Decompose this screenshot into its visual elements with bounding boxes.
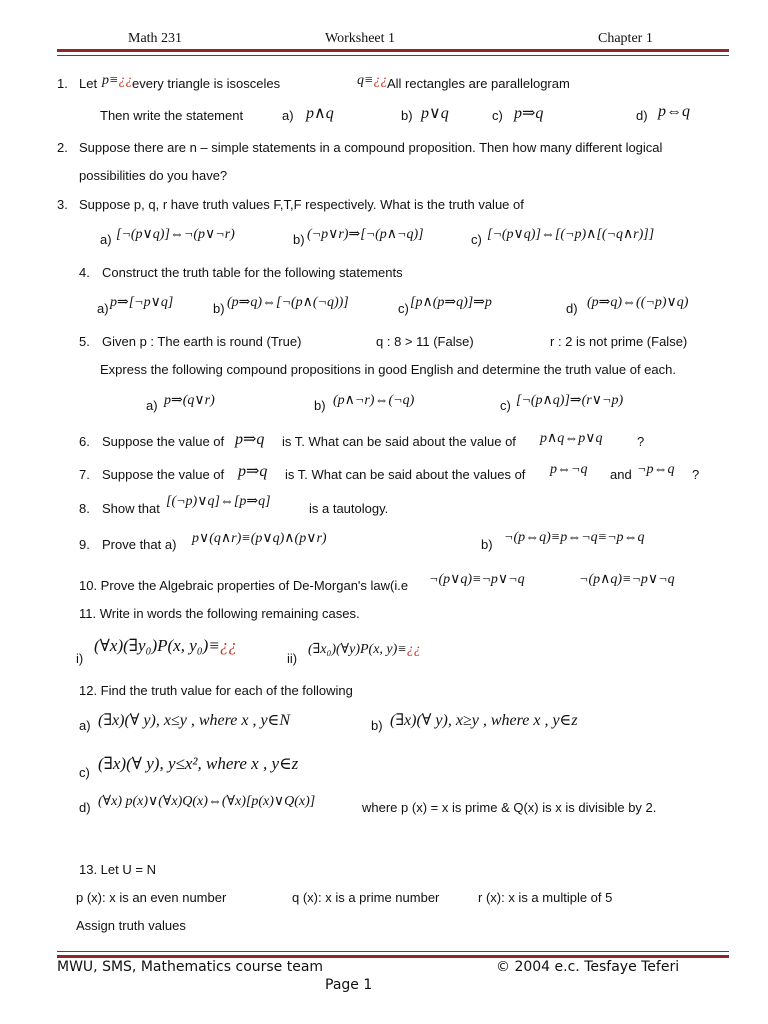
q10-math2: ¬(p∧q)≡¬p∨¬q	[579, 572, 675, 587]
q6-math2: p∧q⇔p∨q	[540, 431, 603, 446]
q11-ii-red: ¿¿	[406, 642, 421, 657]
q2-line2: possibilities do you have?	[79, 168, 228, 183]
q11-ii-math-text: (∃x₀)(∀y)P(x, y)≡	[308, 642, 407, 657]
q8-number: 8.	[79, 501, 90, 516]
q6-number: 6.	[79, 434, 90, 449]
q4-a-label: a)	[97, 301, 109, 316]
q7-text3: and	[610, 467, 632, 482]
footer-right: © 2004 e.c. Tesfaye Teferi	[496, 959, 680, 975]
q5-c: [¬(p∧q)]⇒(r∨¬p)	[516, 393, 624, 408]
q1-a: p∧q	[306, 105, 334, 122]
q9-math-a: p∨(q∧r)≡(p∨q)∧(p∨r)	[192, 531, 327, 546]
q2-number: 2.	[57, 140, 68, 155]
q1-d: p⇔q	[658, 103, 690, 120]
q1-then: Then write the statement	[100, 108, 244, 123]
q13-r: r (x): x is a multiple of 5	[478, 890, 613, 905]
q8-math: [(¬p)∨q]⇔[p⇒q]	[166, 494, 271, 509]
q12-c: (∃x)(∀ y), y≤x², where x , y∈z	[98, 754, 299, 773]
q7-math1: p⇒q	[238, 463, 268, 480]
q5-given-p: Given p : The earth is round (True)	[102, 334, 302, 349]
q9-text1: Prove that a)	[102, 537, 177, 552]
header-rule	[57, 49, 729, 52]
q4-d-label: d)	[566, 301, 578, 316]
q13-p: p (x): x is an even number	[76, 890, 227, 905]
header-chapter: Chapter 1	[598, 31, 653, 46]
q4-number: 4.	[79, 265, 90, 280]
q5-given-q: q : 8 > 11 (False)	[376, 334, 474, 349]
q7-text2: is T. What can be said about the values of	[285, 467, 526, 482]
q4-c-label: c)	[398, 301, 409, 316]
q11-ii-label: ii)	[287, 651, 298, 666]
q3-b: (¬p∨r)⇒[¬(p∧¬q)]	[307, 227, 424, 242]
q1-a-label: a)	[282, 108, 294, 123]
header-rule-thin	[57, 55, 729, 56]
header-course: Math 231	[128, 31, 183, 46]
q12-d-label: d)	[79, 800, 91, 815]
q5-c-label: c)	[500, 398, 511, 413]
q11-i-math-text: (∀x)(∃y₀)P(x, y₀)≡	[94, 636, 220, 655]
q3-text: Suppose p, q, r have truth values F,T,F respectively. What is the truth value of	[79, 197, 524, 212]
footer-rule	[57, 955, 729, 958]
footer-page: Page 1	[325, 977, 373, 993]
q12-d-text: where p (x) = x is prime & Q(x) is x is divisible by 2.	[362, 800, 657, 815]
q12-b-label: b)	[371, 718, 383, 733]
q11-i-math	[94, 636, 237, 656]
q5-express: Express the following compound propositions in good English and determine the truth value of each.	[100, 362, 676, 377]
q7-math3: ¬p⇔q	[637, 462, 675, 477]
q11-i-red: ¿¿	[219, 636, 237, 655]
q3-a: [¬(p∨q)]⇔¬(p∨¬r)	[116, 227, 235, 242]
q5-a-label: a)	[146, 398, 158, 413]
q5-b: (p∧¬r)⇔(¬q)	[333, 393, 415, 408]
q1-d-label: d)	[636, 108, 648, 123]
q6-text3: ?	[637, 434, 645, 449]
q9-number: 9.	[79, 537, 90, 552]
q6-text2: is T. What can be said about the value of	[282, 434, 516, 449]
q3-b-label: b)	[293, 232, 305, 247]
q1-q-def: q≡¿¿	[357, 73, 388, 88]
q4-d: (p⇒q)⇔((¬p)∨q)	[587, 295, 689, 310]
q8-text2: is a tautology.	[309, 501, 389, 516]
q5-b-label: b)	[314, 398, 326, 413]
q3-a-label: a)	[100, 232, 112, 247]
q12-c-label: c)	[79, 765, 90, 780]
q1-number: 1.	[57, 76, 68, 91]
q1-p-def: p≡¿¿	[102, 73, 133, 88]
q1-q-text: All rectangles are parallelogram	[387, 76, 570, 91]
q4-c: [p∧(p⇒q)]⇒p	[410, 295, 492, 310]
q1-b-label: b)	[401, 108, 413, 123]
q1-c-label: c)	[492, 108, 503, 123]
q4-a: p⇒[¬p∨q]	[110, 295, 174, 310]
q3-c-label: c)	[471, 232, 482, 247]
q3-c: [¬(p∨q)]⇔[(¬p)∧[(¬q∧r)]]	[487, 227, 655, 242]
q3-number: 3.	[57, 197, 68, 212]
q12-a: (∃x)(∀ y), x≤y , where x , y∈N	[98, 712, 291, 729]
footer-left: MWU, SMS, Mathematics course team	[57, 959, 324, 975]
q4-b: (p⇒q)⇔[¬(p∧(¬q))]	[227, 295, 349, 310]
q1-c: p⇒q	[514, 105, 544, 122]
q13-assign: Assign truth values	[76, 918, 186, 933]
q9-b-label: b)	[481, 537, 493, 552]
q7-math2: p⇔¬q	[550, 462, 588, 477]
q5-given-r: r : 2 is not prime (False)	[550, 334, 688, 349]
q1-p-text: every triangle is isosceles	[132, 76, 281, 91]
q4-text: Construct the truth table for the following statements	[102, 265, 403, 280]
q5-a: p⇒(q∨r)	[164, 393, 215, 408]
q9-math-b: ¬(p⇔q)≡p⇔¬q≡¬p⇔q	[504, 530, 645, 545]
q11-i-label: i)	[76, 651, 84, 666]
q7-text1: Suppose the value of	[102, 467, 225, 482]
q7-number: 7.	[79, 467, 90, 482]
q10-text: 10. Prove the Algebraic properties of De-Morgan's law(i.e	[79, 578, 409, 593]
q11-ii-math	[308, 641, 421, 658]
q12-d: (∀x) p(x)∨(∀x)Q(x)⇔(∀x)[p(x)∨Q(x)]	[98, 794, 316, 809]
header-worksheet: Worksheet 1	[325, 31, 396, 46]
q2-line1: Suppose there are n – simple statements in a compound proposition. Then how many different logical	[79, 140, 663, 155]
q12-a-label: a)	[79, 718, 91, 733]
footer-rule-thin	[57, 951, 729, 952]
q11-text: 11. Write in words the following remaining cases.	[79, 606, 360, 621]
q1-let: Let	[79, 76, 98, 91]
q13-text: 13. Let U = N	[79, 862, 156, 877]
q12-text: 12. Find the truth value for each of the following	[79, 683, 353, 698]
q8-text1: Show that	[102, 501, 160, 516]
q4-b-label: b)	[213, 301, 225, 316]
q7-text4: ?	[692, 467, 700, 482]
q1-b: p∨q	[421, 105, 449, 122]
q10-math1: ¬(p∨q)≡¬p∨¬q	[429, 572, 525, 587]
q6-math1: p⇒q	[235, 431, 265, 448]
q6-text1: Suppose the value of	[102, 434, 225, 449]
q12-b: (∃x)(∀ y), x≥y , where x , y∈z	[390, 712, 578, 729]
q5-number: 5.	[79, 334, 90, 349]
q13-q: q (x): x is a prime number	[292, 890, 440, 905]
